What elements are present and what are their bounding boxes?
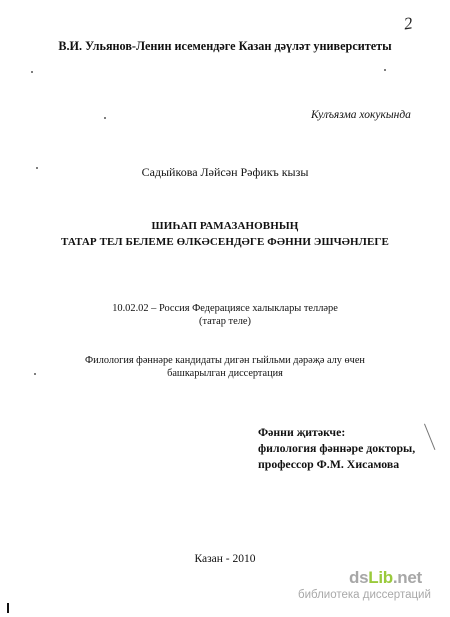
scan-speck: [34, 373, 36, 375]
university-name: В.И. Ульянов-Ленин исемендәге Казан дәүләт университеты: [58, 39, 392, 53]
scan-edge-mark: [7, 603, 9, 613]
scan-speck: [36, 167, 38, 169]
logo-lib-text: Lib: [368, 568, 393, 587]
specialty-code: 10.02.02 – Россия Федерациясе халыклары телләре: [112, 303, 338, 314]
watermark-caption: библиотека диссертаций: [298, 589, 431, 601]
city-and-year: Казан - 2010: [194, 553, 256, 565]
advisor-label: Фәнни җитәкче:: [258, 425, 346, 439]
degree-purpose-line-1: Филология фәннәре кандидаты дигән гыйльми дәрәҗә алу өчен: [85, 355, 365, 366]
handwritten-page-number: 2: [402, 13, 414, 34]
degree-purpose-line-2: башкарылган диссертация: [167, 368, 283, 379]
thesis-title-line-2: ТАТАР ТЕЛ БЕЛЕМЕ ӨЛКӘСЕНДӘГЕ ФӘННИ ЭШЧӘНЛЕГЕ: [61, 236, 389, 248]
logo-net-text: .net: [392, 568, 422, 587]
dslib-logo: [349, 568, 422, 588]
manuscript-rights-note: Кулъязма хокукында: [311, 109, 411, 121]
thesis-title-line-1: ШИҺАП РАМАЗАНОВНЫҢ: [151, 220, 299, 232]
scan-speck: [104, 117, 106, 119]
author-name: Садыйкова Ләйсән Рәфикъ кызы: [141, 165, 309, 179]
logo-ds-text: ds: [349, 568, 369, 587]
scan-speck: [31, 71, 33, 73]
advisor-name: профессор Ф.М. Хисамова: [258, 457, 400, 471]
specialty-language: (татар теле): [199, 316, 251, 327]
scan-pencil-mark: [424, 424, 435, 450]
advisor-degree: филология фәннәре докторы,: [258, 441, 416, 455]
scan-speck: [384, 69, 386, 71]
